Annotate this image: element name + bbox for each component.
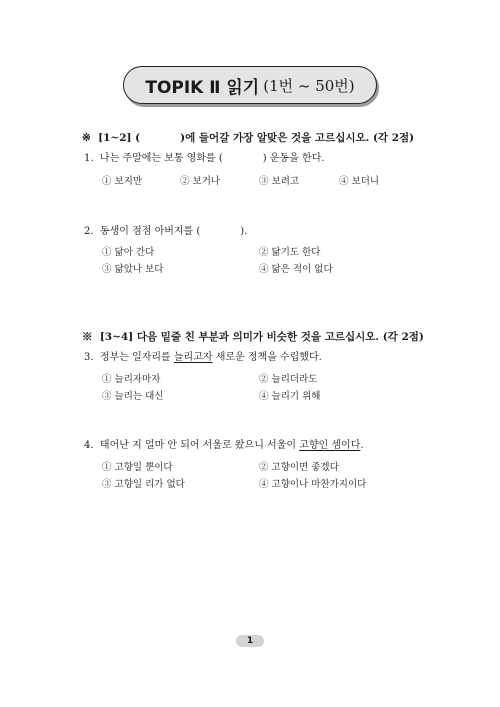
question-number: 1.	[84, 153, 94, 164]
question-3	[84, 351, 322, 365]
q3-option-4: ④ 늘리기 위해	[259, 391, 321, 402]
q4-option-3: ③ 고향일 리가 없다	[102, 479, 185, 490]
instruction-text: [3~4] 다음 밑줄 친 부분과 의미가 비슷한 것을 고르십시오. (각 2점)	[99, 331, 424, 343]
question-number: 3.	[84, 352, 94, 363]
question-text-after: .	[360, 440, 364, 451]
q1-option-4: ④ 보더니	[339, 176, 380, 187]
q2-option-1: ① 닮아 간다	[102, 247, 155, 258]
q1-option-2: ② 보거나	[180, 176, 221, 187]
page-number: 1	[236, 635, 264, 647]
question-text-after: ) 운동을 한다.	[262, 153, 325, 164]
instruction-1-2	[82, 131, 414, 145]
question-2	[84, 225, 247, 239]
q3-option-3: ③ 늘리는 대신	[102, 391, 164, 402]
instruction-range: [1~2] (	[98, 132, 141, 144]
question-text-before: 정부는 일자리를	[99, 352, 174, 363]
q4-option-2: ② 고향이면 좋겠다	[259, 462, 339, 473]
instruction-3-4	[82, 330, 424, 344]
question-text-before: 동생이 점점 아버지를 (	[99, 226, 201, 237]
title-main: TOPIK Ⅱ 읽기	[145, 77, 260, 98]
question-1	[84, 152, 325, 166]
q4-option-1: ① 고향일 뿐이다	[102, 462, 173, 473]
underlined-phrase: 늘리고자	[173, 352, 213, 363]
q1-option-1: ① 보지만	[102, 176, 143, 187]
instruction-text: )에 들어갈 가장 알맞은 것을 고르십시오. (각 2점)	[180, 132, 415, 144]
underlined-phrase: 고향인 셈이다	[299, 440, 361, 451]
question-text-before: 태어난 지 얼마 안 되어 서울로 왔으니 서울이	[99, 440, 300, 451]
q4-option-4: ④ 고향이나 마찬가지이다	[259, 479, 367, 490]
q1-option-3: ③ 보려고	[259, 176, 300, 187]
q3-option-1: ① 늘리자마자	[102, 374, 161, 385]
reference-mark: ※	[82, 331, 93, 343]
question-number: 4.	[84, 440, 94, 451]
question-text-after: 새로운 정책을 수립했다.	[212, 352, 322, 363]
q3-option-2: ② 늘리더라도	[259, 374, 318, 385]
reference-mark: ※	[82, 132, 91, 144]
title-box	[123, 66, 377, 104]
question-text-after: ).	[240, 226, 248, 237]
q2-option-4: ④ 닮은 적이 없다	[259, 264, 333, 275]
title-sub: (1번 ~ 50번)	[263, 76, 355, 95]
question-text-before: 나는 주말에는 보통 영화를 (	[99, 153, 223, 164]
question-number: 2.	[84, 226, 94, 237]
q2-option-2: ② 닮기도 한다	[259, 247, 321, 258]
q2-option-3: ③ 닮았나 보다	[102, 264, 164, 275]
question-4	[84, 439, 364, 453]
